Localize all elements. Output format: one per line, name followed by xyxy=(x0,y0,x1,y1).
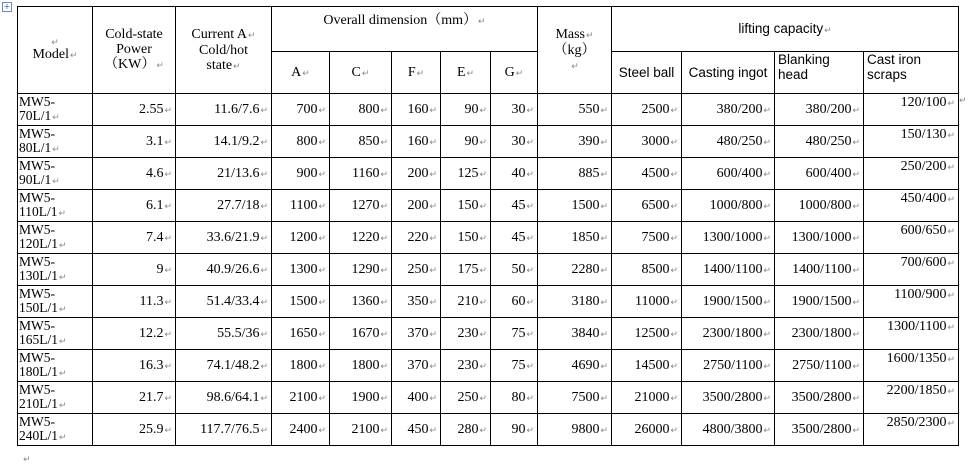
table-anchor-handle[interactable]: + xyxy=(3,2,11,11)
cell-steel-ball: 2500↵ xyxy=(612,94,682,126)
table-row xyxy=(18,350,959,382)
cell-casting-ingot: 2750/1100↵ xyxy=(682,350,775,382)
specification-table xyxy=(17,6,959,446)
cell-dim-a: 900↵ xyxy=(272,158,330,190)
table-row xyxy=(18,286,959,318)
table-row xyxy=(18,190,959,222)
cell-dim-c: 850↵ xyxy=(330,126,392,158)
table-body xyxy=(18,7,959,446)
cell-blanking-head: 1000/800↵ xyxy=(775,190,864,222)
cell-dim-e: 210↵ xyxy=(441,286,491,318)
cell-model: MW5- 165L/1↵ xyxy=(18,318,93,350)
cell-dim-g: 90↵ xyxy=(491,414,538,446)
header-model: ↵ Model↵ xyxy=(18,7,93,94)
cell-dim-f: 160↵ xyxy=(392,126,441,158)
header-dim-e: E↵ xyxy=(441,52,491,94)
cell-dim-g: 30↵ xyxy=(491,94,538,126)
cell-dim-g: 45↵ xyxy=(491,190,538,222)
cell-mass: 1500↵ xyxy=(538,190,612,222)
header-lifting-capacity: lifting capacity↵ xyxy=(612,7,959,52)
cell-dim-f: 400↵ xyxy=(392,382,441,414)
header-cold-power: Cold-state Power （KW）↵ xyxy=(93,7,176,94)
cell-cast-iron-scraps: 250/200↵ xyxy=(864,158,959,190)
cell-current: 11.6/7.6↵ xyxy=(176,94,272,126)
cell-current: 27.7/18↵ xyxy=(176,190,272,222)
cell-mass: 2280↵ xyxy=(538,254,612,286)
cell-mass: 9800↵ xyxy=(538,414,612,446)
table-row xyxy=(18,414,959,446)
cell-current: 98.6/64.1↵ xyxy=(176,382,272,414)
cell-casting-ingot: 2300/1800↵ xyxy=(682,318,775,350)
cell-model: MW5- 180L/1↵ xyxy=(18,350,93,382)
cell-dim-e: 150↵ xyxy=(441,190,491,222)
cell-dim-f: 220↵ xyxy=(392,222,441,254)
cell-dim-g: 30↵ xyxy=(491,126,538,158)
table-row xyxy=(18,158,959,190)
cell-power: 9↵ xyxy=(93,254,176,286)
cell-steel-ball: 21000↵ xyxy=(612,382,682,414)
cell-dim-g: 75↵ xyxy=(491,318,538,350)
cell-current: 74.1/48.2↵ xyxy=(176,350,272,382)
cell-cast-iron-scraps: 1100/900↵ xyxy=(864,286,959,318)
cell-dim-g: 45↵ xyxy=(491,222,538,254)
cell-dim-a: 1500↵ xyxy=(272,286,330,318)
cell-dim-f: 200↵ xyxy=(392,190,441,222)
cell-dim-e: 250↵ xyxy=(441,382,491,414)
cell-dim-e: 125↵ xyxy=(441,158,491,190)
cell-dim-a: 1100↵ xyxy=(272,190,330,222)
header-current: Current A↵ Cold/hot state↵ xyxy=(176,7,272,94)
cell-blanking-head: 2300/1800↵ xyxy=(775,318,864,350)
cell-dim-c: 1800↵ xyxy=(330,350,392,382)
cell-dim-e: 150↵ xyxy=(441,222,491,254)
cell-mass: 1850↵ xyxy=(538,222,612,254)
cell-casting-ingot: 600/400↵ xyxy=(682,158,775,190)
cell-mass: 390↵ xyxy=(538,126,612,158)
cell-casting-ingot: 1400/1100↵ xyxy=(682,254,775,286)
cell-mass: 885↵ xyxy=(538,158,612,190)
cell-dim-c: 800↵ xyxy=(330,94,392,126)
cell-model: MW5- 70L/1↵ xyxy=(18,94,93,126)
cell-current: 51.4/33.4↵ xyxy=(176,286,272,318)
table-row xyxy=(18,254,959,286)
cell-steel-ball: 6500↵ xyxy=(612,190,682,222)
header-steel-ball: Steel ball xyxy=(612,52,682,94)
cell-casting-ingot: 1300/1000↵ xyxy=(682,222,775,254)
cell-dim-c: 1290↵ xyxy=(330,254,392,286)
cell-model: MW5- 90L/1↵ xyxy=(18,158,93,190)
cell-power: 12.2↵ xyxy=(93,318,176,350)
cell-casting-ingot: 480/250↵ xyxy=(682,126,775,158)
cell-dim-f: 370↵ xyxy=(392,318,441,350)
cell-casting-ingot: 1000/800↵ xyxy=(682,190,775,222)
header-row-1 xyxy=(18,7,959,52)
cell-current: 117.7/76.5↵ xyxy=(176,414,272,446)
header-casting-ingot: Casting ingot xyxy=(682,52,775,94)
cell-steel-ball: 8500↵ xyxy=(612,254,682,286)
table-row xyxy=(18,94,959,126)
cell-power: 3.1↵ xyxy=(93,126,176,158)
cell-dim-e: 230↵ xyxy=(441,318,491,350)
cell-dim-f: 200↵ xyxy=(392,158,441,190)
cell-model: MW5- 110L/1↵ xyxy=(18,190,93,222)
cell-cast-iron-scraps: 150/130↵ xyxy=(864,126,959,158)
cell-dim-c: 1160↵ xyxy=(330,158,392,190)
header-dim-g: G↵ xyxy=(491,52,538,94)
cell-mass: 3840↵ xyxy=(538,318,612,350)
cell-blanking-head: 1400/1100↵ xyxy=(775,254,864,286)
cell-dim-f: 160↵ xyxy=(392,94,441,126)
cell-mass: 4690↵ xyxy=(538,350,612,382)
cell-dim-f: 370↵ xyxy=(392,350,441,382)
cell-dim-e: 90↵ xyxy=(441,94,491,126)
cell-model: MW5- 120L/1↵ xyxy=(18,222,93,254)
cell-dim-g: 80↵ xyxy=(491,382,538,414)
header-blanking-head: Blanking head xyxy=(775,52,864,94)
cell-steel-ball: 4500↵ xyxy=(612,158,682,190)
cell-dim-c: 1270↵ xyxy=(330,190,392,222)
cell-dim-e: 230↵ xyxy=(441,350,491,382)
cell-blanking-head: 1300/1000↵ xyxy=(775,222,864,254)
cell-dim-c: 1670↵ xyxy=(330,318,392,350)
cell-steel-ball: 26000↵ xyxy=(612,414,682,446)
cell-current: 21/13.6↵ xyxy=(176,158,272,190)
header-dim-a: A↵ xyxy=(272,52,330,94)
cell-current: 55.5/36↵ xyxy=(176,318,272,350)
cell-current: 33.6/21.9↵ xyxy=(176,222,272,254)
cell-casting-ingot: 4800/3800↵ xyxy=(682,414,775,446)
cell-cast-iron-scraps: 600/650↵ xyxy=(864,222,959,254)
cell-power: 16.3↵ xyxy=(93,350,176,382)
cell-casting-ingot: 3500/2800↵ xyxy=(682,382,775,414)
cell-dim-f: 250↵ xyxy=(392,254,441,286)
header-dim-f: F↵ xyxy=(392,52,441,94)
cell-dim-a: 2100↵ xyxy=(272,382,330,414)
cell-dim-e: 175↵ xyxy=(441,254,491,286)
row-end-mark: ↵ xyxy=(959,96,967,106)
cell-cast-iron-scraps: 120/100↵ xyxy=(864,94,959,126)
cell-steel-ball: 3000↵ xyxy=(612,126,682,158)
header-mass: Mass↵ （kg） ↵ xyxy=(538,7,612,94)
cell-power: 11.3↵ xyxy=(93,286,176,318)
cell-cast-iron-scraps: 2850/2300↵ xyxy=(864,414,959,446)
table-row xyxy=(18,382,959,414)
cell-model: MW5- 210L/1↵ xyxy=(18,382,93,414)
cell-cast-iron-scraps: 2200/1850↵ xyxy=(864,382,959,414)
paragraph-mark: ↵ xyxy=(23,455,31,465)
cell-steel-ball: 12500↵ xyxy=(612,318,682,350)
cell-dim-a: 1200↵ xyxy=(272,222,330,254)
table-row xyxy=(18,318,959,350)
table-row xyxy=(18,222,959,254)
cell-blanking-head: 1900/1500↵ xyxy=(775,286,864,318)
cell-casting-ingot: 380/200↵ xyxy=(682,94,775,126)
cell-dim-g: 40↵ xyxy=(491,158,538,190)
header-overall-dimension: Overall dimension（mm）↵ xyxy=(272,7,538,52)
cell-dim-f: 450↵ xyxy=(392,414,441,446)
cell-dim-e: 280↵ xyxy=(441,414,491,446)
cell-dim-a: 800↵ xyxy=(272,126,330,158)
cell-dim-g: 60↵ xyxy=(491,286,538,318)
cell-blanking-head: 3500/2800↵ xyxy=(775,414,864,446)
cell-current: 14.1/9.2↵ xyxy=(176,126,272,158)
cell-blanking-head: 3500/2800↵ xyxy=(775,382,864,414)
cell-dim-c: 1900↵ xyxy=(330,382,392,414)
cell-model: MW5- 80L/1↵ xyxy=(18,126,93,158)
cell-steel-ball: 11000↵ xyxy=(612,286,682,318)
cell-blanking-head: 380/200↵ xyxy=(775,94,864,126)
cell-dim-g: 75↵ xyxy=(491,350,538,382)
cell-power: 2.55↵ xyxy=(93,94,176,126)
cell-model: MW5- 240L/1↵ xyxy=(18,414,93,446)
cell-dim-f: 350↵ xyxy=(392,286,441,318)
cell-steel-ball: 7500↵ xyxy=(612,222,682,254)
cell-power: 7.4↵ xyxy=(93,222,176,254)
header-dim-c: C↵ xyxy=(330,52,392,94)
cell-dim-a: 1300↵ xyxy=(272,254,330,286)
cell-blanking-head: 2750/1100↵ xyxy=(775,350,864,382)
header-cast-iron-scraps: Cast iron scraps xyxy=(864,52,959,94)
cell-model: MW5- 130L/1↵ xyxy=(18,254,93,286)
cell-cast-iron-scraps: 1600/1350↵ xyxy=(864,350,959,382)
cell-dim-e: 90↵ xyxy=(441,126,491,158)
cell-mass: 550↵ xyxy=(538,94,612,126)
cell-dim-a: 1800↵ xyxy=(272,350,330,382)
table-row xyxy=(18,126,959,158)
cell-cast-iron-scraps: 700/600↵ xyxy=(864,254,959,286)
cell-cast-iron-scraps: 1300/1100↵ xyxy=(864,318,959,350)
cell-dim-g: 50↵ xyxy=(491,254,538,286)
cell-current: 40.9/26.6↵ xyxy=(176,254,272,286)
cell-power: 25.9↵ xyxy=(93,414,176,446)
cell-power: 4.6↵ xyxy=(93,158,176,190)
cell-dim-c: 1360↵ xyxy=(330,286,392,318)
cell-dim-a: 2400↵ xyxy=(272,414,330,446)
cell-mass: 7500↵ xyxy=(538,382,612,414)
cell-dim-c: 2100↵ xyxy=(330,414,392,446)
cell-power: 21.7↵ xyxy=(93,382,176,414)
cell-power: 6.1↵ xyxy=(93,190,176,222)
cell-cast-iron-scraps: 450/400↵ xyxy=(864,190,959,222)
cell-blanking-head: 600/400↵ xyxy=(775,158,864,190)
cell-mass: 3180↵ xyxy=(538,286,612,318)
cell-blanking-head: 480/250↵ xyxy=(775,126,864,158)
cell-dim-a: 700↵ xyxy=(272,94,330,126)
cell-casting-ingot: 1900/1500↵ xyxy=(682,286,775,318)
cell-steel-ball: 14500↵ xyxy=(612,350,682,382)
cell-model: MW5- 150L/1↵ xyxy=(18,286,93,318)
cell-dim-a: 1650↵ xyxy=(272,318,330,350)
cell-dim-c: 1220↵ xyxy=(330,222,392,254)
